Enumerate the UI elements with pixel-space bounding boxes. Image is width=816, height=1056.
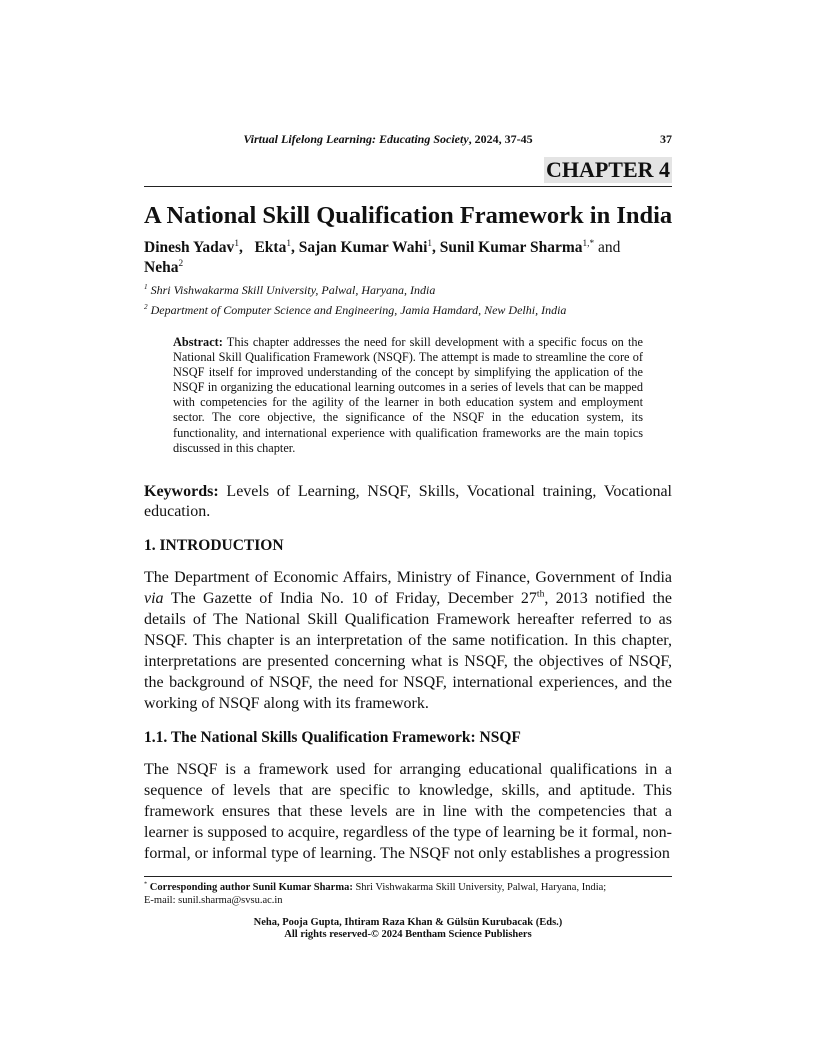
affiliation [144, 283, 672, 298]
section-heading: 1. INTRODUCTION [144, 536, 284, 554]
chapter-row [144, 157, 672, 186]
keywords-text: Levels of Learning, NSQF, Skills, Vocational training, Vocational education. [144, 482, 672, 520]
affiliation-text: Shri Vishwakarma Skill University, Palwal, Haryana, India [150, 283, 436, 297]
footnote-rule [144, 876, 672, 877]
footnote-sup: * [144, 880, 148, 888]
running-header [144, 131, 672, 147]
author-sup: 2 [178, 258, 184, 269]
footnote [144, 881, 672, 907]
paragraph: The NSQF is a framework used for arranging educational qualifications in a sequence of levels that are specific to knowledge, skills, and aptitude. This framework ensures that these levels are in line with the competencies that a learner is supposed to acquire, regardless of the type of learning be it formal, non-formal, or informal type of learning. The NSQF not only establishes a progression [144, 760, 672, 862]
footnote-label: Corresponding author Sunil Kumar Sharma: [149, 881, 353, 893]
author-name: Neha [144, 259, 179, 276]
affiliation-sup: 1 [144, 283, 148, 291]
author-sep: , [291, 239, 299, 256]
keywords [144, 482, 672, 522]
author-name: Sajan Kumar Wahi [298, 239, 428, 256]
author-sup: 1 [286, 238, 291, 249]
paragraph-text: The Gazette of India No. 10 of Friday, December 27 [163, 589, 537, 607]
footnote-text: Shri Vishwakarma Skill University, Palwal, Haryana, India; [352, 881, 607, 893]
keywords-label: Keywords: [144, 482, 219, 500]
author-name: Dinesh Yadav [144, 239, 235, 256]
author-sup: 1 [427, 238, 433, 249]
abstract-label: Abstract: [173, 335, 223, 349]
author-name: Sunil Kumar Sharma [439, 239, 583, 256]
footnote-email: E-mail: sunil.sharma@svsu.ac.in [144, 894, 283, 906]
paragraph-italic: via [144, 589, 164, 607]
affiliation-text: Department of Computer Science and Engineering, Jamia Hamdard, New Delhi, India [150, 303, 567, 317]
author-list [144, 238, 672, 278]
affiliation-sup: 2 [144, 303, 148, 311]
paragraph [144, 567, 672, 714]
footer-rights: All rights reserved-© 2024 Bentham Science Publishers [284, 929, 532, 941]
journal-name: Virtual Lifelong Learning: Educating Society [243, 132, 469, 146]
author-sup: 1 [234, 238, 239, 249]
author-sup: 1,* [582, 238, 595, 249]
author-sep: , [238, 239, 255, 256]
author-sep: , [432, 239, 440, 256]
paragraph-text: , 2013 notified the details of The National Skill Qualification Framework hereafter referred to as NSQF. This chapter is an interpretation of the same notification. In this chapter, interpretations are presented concerning what is NSQF, the objectives of NSQF, the background of NSQF, the need for NSQF, international experiences, and the working of NSQF along with its framework. [144, 589, 672, 712]
journal-details: , 2024, 37-45 [468, 132, 533, 146]
footer-editors: Neha, Pooja Gupta, Ihtiram Raza Khan & Gülsün Kurubacak (Eds.) [253, 916, 563, 928]
chapter-label: CHAPTER 4 [545, 157, 670, 182]
author-sep: and [594, 239, 625, 256]
page-number: 37 [660, 132, 672, 146]
paragraph-text: The Department of Economic Affairs, Ministry of Finance, Government of India [144, 568, 672, 586]
page-footer [144, 917, 672, 962]
header-rule [144, 186, 672, 187]
affiliation [144, 303, 672, 318]
page-column [144, 0, 672, 962]
section-heading: 1.1. The National Skills Qualification Framework: NSQF [144, 728, 521, 746]
ordinal-sup: th [536, 588, 545, 600]
abstract-text: This chapter addresses the need for skill development with a specific focus on the National Skill Qualification Framework (NSQF). The attempt is made to streamline the core of NSQF itself for improved understanding of the concept by simplifying the application of the NSQF in organizing the educational learning outcomes in a series of levels that can be mapped with competencies for the agility of the learner in both education system and employment sector. The core objective, the significance of the NSQF in the education system, its functionality, and international experience with qualification frameworks are the main topics discussed in this chapter. [173, 335, 643, 455]
abstract [173, 335, 643, 456]
chapter-title: A National Skill Qualification Framework in India [144, 202, 673, 229]
author-name: Ekta [254, 239, 287, 256]
